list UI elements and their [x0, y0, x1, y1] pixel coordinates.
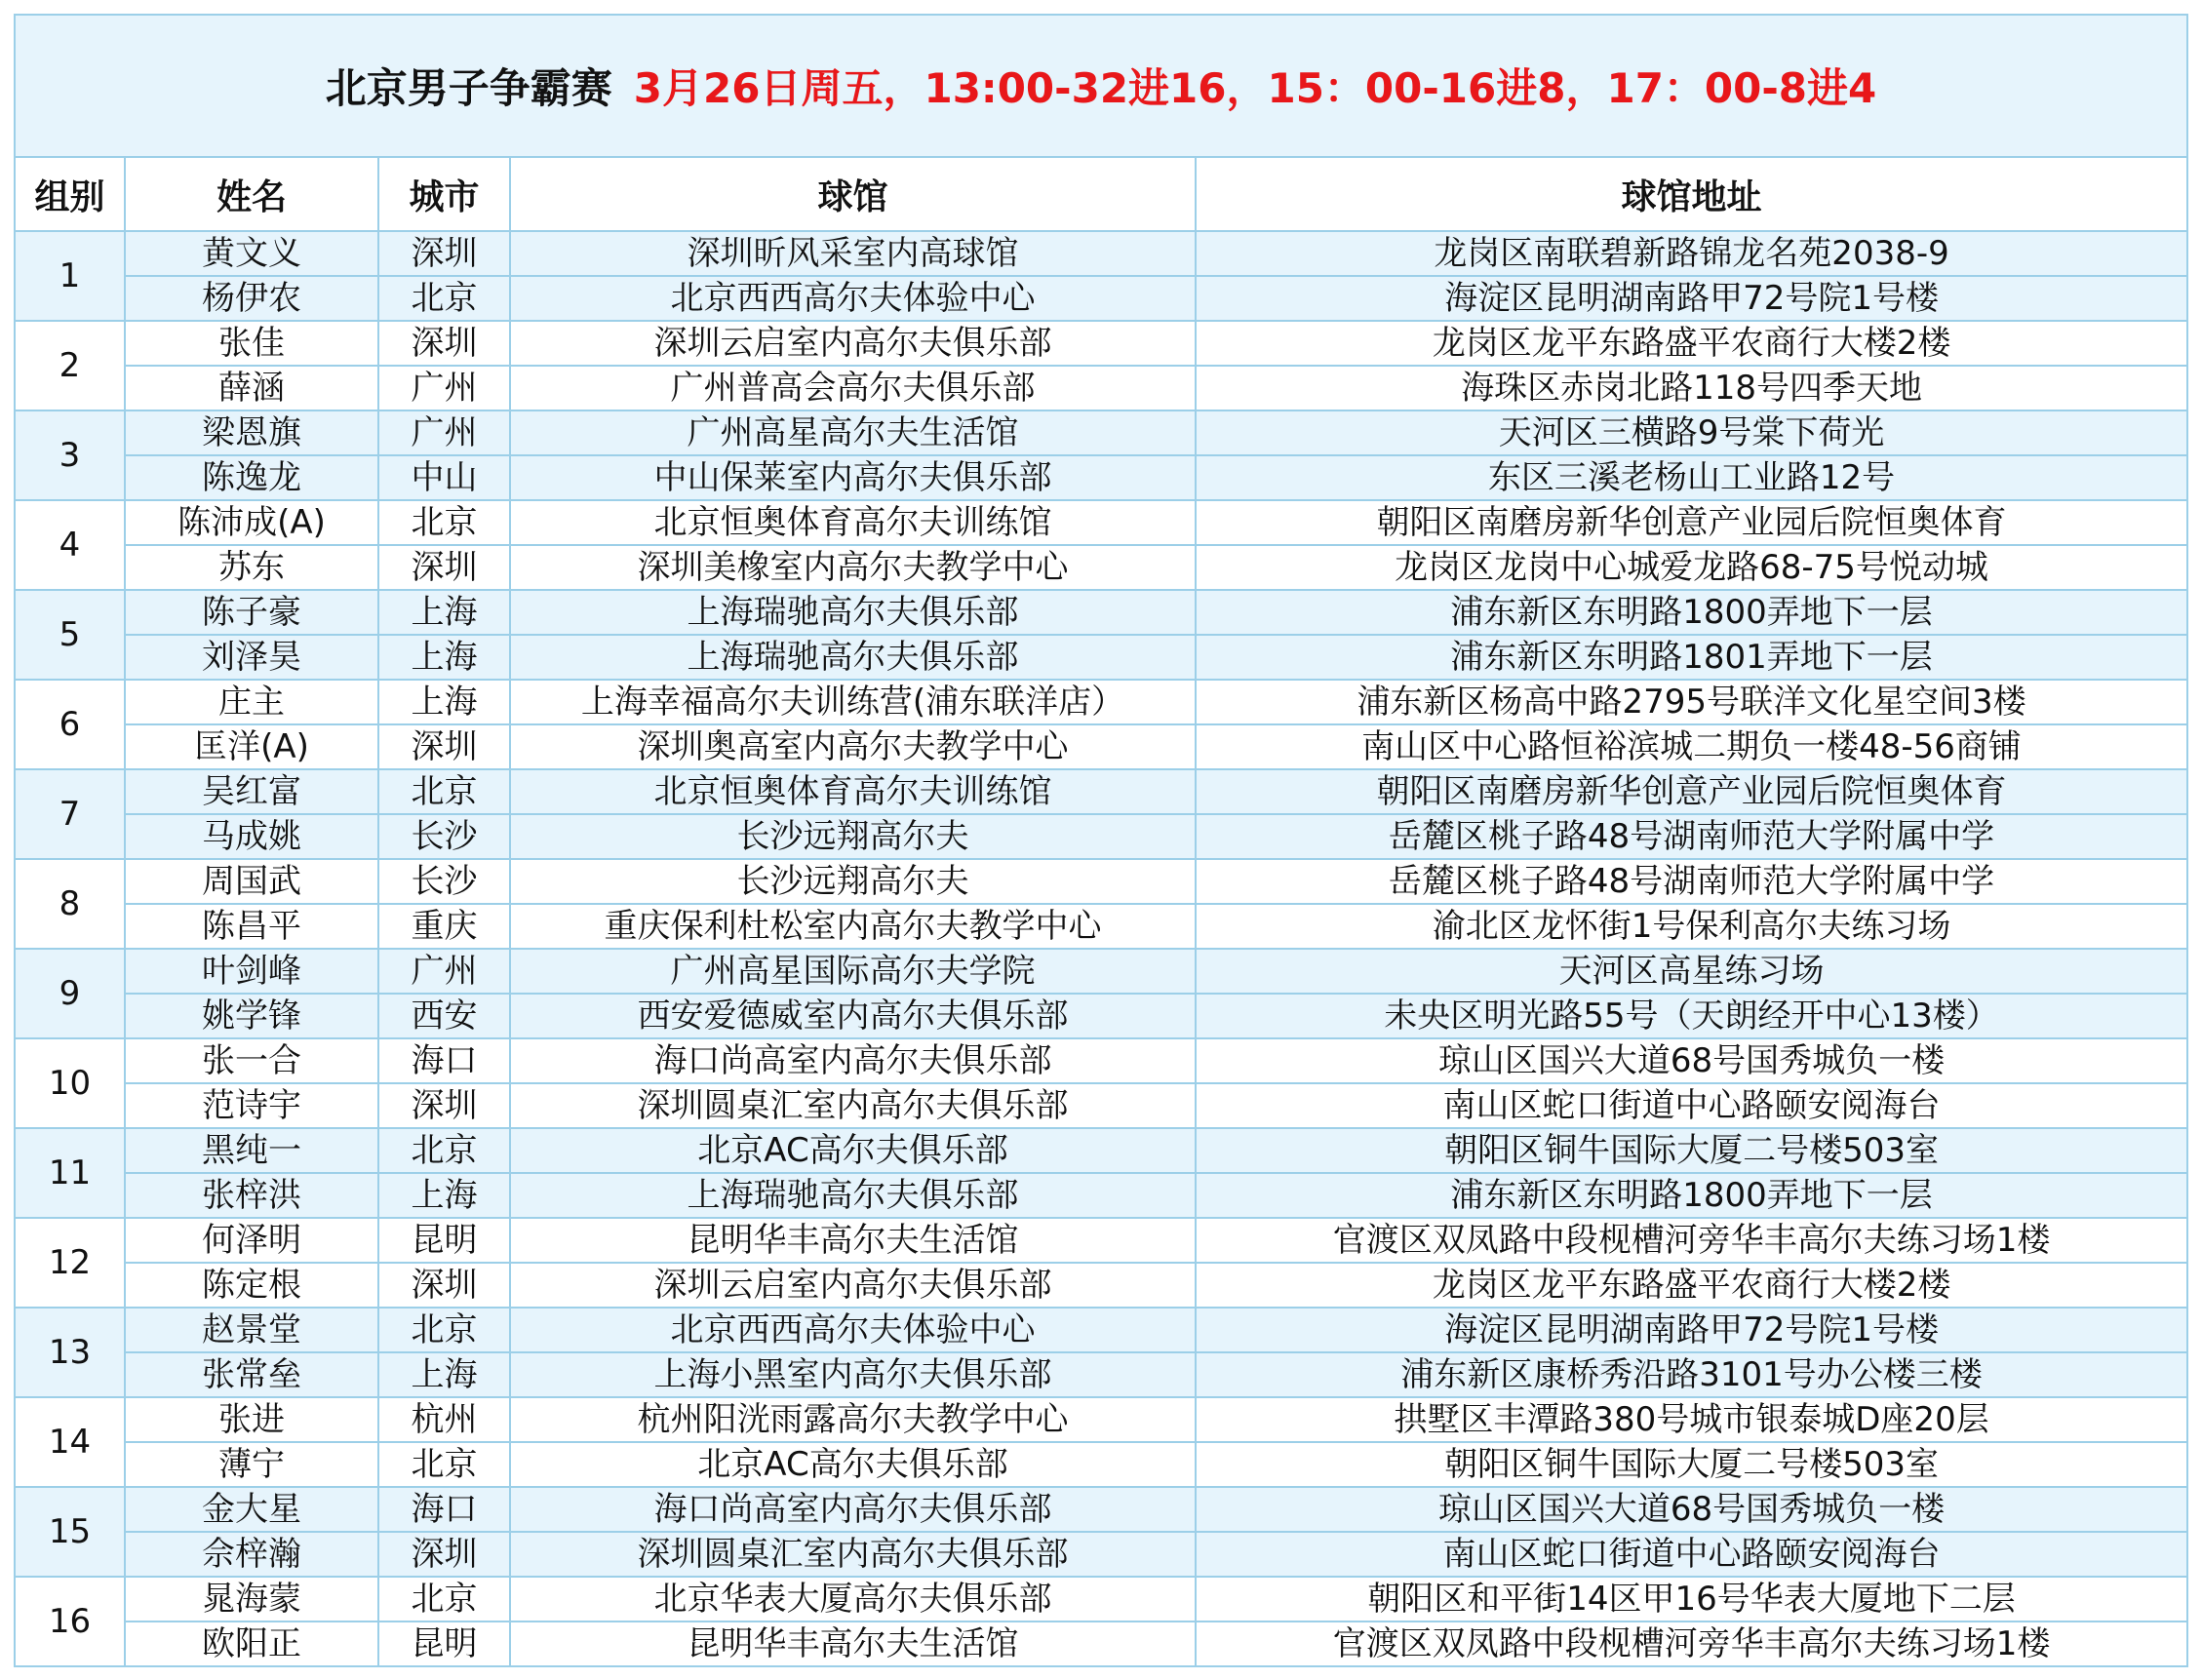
player-city: 广州	[378, 410, 510, 455]
venue-address: 天河区三横路9号棠下荷光	[1196, 410, 2187, 455]
player-name: 张常垒	[125, 1352, 378, 1397]
venue-address: 朝阳区南磨房新华创意产业园后院恒奥体育	[1196, 769, 2187, 814]
table-row	[15, 1263, 2187, 1308]
player-name: 范诗宇	[125, 1083, 378, 1128]
table-row	[15, 1083, 2187, 1128]
venue-name: 长沙远翔高尔夫	[510, 859, 1196, 904]
player-name: 庄主	[125, 680, 378, 724]
venue-address: 官渡区双凤路中段枧槽河旁华丰高尔夫练习场1楼	[1196, 1218, 2187, 1263]
venue-name: 深圳圆桌汇室内高尔夫俱乐部	[510, 1083, 1196, 1128]
player-city: 上海	[378, 1173, 510, 1218]
player-city: 深圳	[378, 1083, 510, 1128]
venue-name: 上海瑞驰高尔夫俱乐部	[510, 590, 1196, 635]
group-number: 4	[15, 500, 125, 590]
player-name: 梁恩旗	[125, 410, 378, 455]
venue-address: 未央区明光路55号（天朗经开中心13楼）	[1196, 994, 2187, 1038]
player-name: 张进	[125, 1397, 378, 1442]
venue-name: 广州高星国际高尔夫学院	[510, 949, 1196, 994]
player-city: 重庆	[378, 904, 510, 949]
table-row	[15, 455, 2187, 500]
venue-name: 深圳云启室内高尔夫俱乐部	[510, 321, 1196, 366]
venue-name: 深圳昕风采室内高球馆	[510, 231, 1196, 276]
venue-name: 北京AC高尔夫俱乐部	[510, 1442, 1196, 1487]
title-row	[15, 15, 2187, 157]
player-name: 姚学锋	[125, 994, 378, 1038]
venue-address: 渝北区龙怀街1号保利高尔夫练习场	[1196, 904, 2187, 949]
player-name: 陈昌平	[125, 904, 378, 949]
venue-name: 深圳美橡室内高尔夫教学中心	[510, 545, 1196, 590]
venue-address: 琼山区国兴大道68号国秀城负一楼	[1196, 1487, 2187, 1532]
venue-address: 浦东新区东明路1800弄地下一层	[1196, 1173, 2187, 1218]
header-address: 球馆地址	[1196, 157, 2187, 231]
table-row	[15, 1352, 2187, 1397]
player-city: 北京	[378, 1308, 510, 1352]
venue-address: 朝阳区铜牛国际大厦二号楼503室	[1196, 1128, 2187, 1173]
venue-name: 北京恒奥体育高尔夫训练馆	[510, 500, 1196, 545]
table-row	[15, 410, 2187, 455]
header-group: 组别	[15, 157, 125, 231]
table-row	[15, 1532, 2187, 1577]
venue-address: 琼山区国兴大道68号国秀城负一楼	[1196, 1038, 2187, 1083]
player-name: 薛涵	[125, 366, 378, 410]
table-row	[15, 994, 2187, 1038]
page-title	[15, 15, 2187, 157]
player-city: 北京	[378, 1128, 510, 1173]
group-number: 10	[15, 1038, 125, 1128]
venue-name: 昆明华丰高尔夫生活馆	[510, 1621, 1196, 1666]
venue-name: 昆明华丰高尔夫生活馆	[510, 1218, 1196, 1263]
venue-address: 朝阳区和平街14区甲16号华表大厦地下二层	[1196, 1577, 2187, 1621]
player-city: 上海	[378, 1352, 510, 1397]
table-row	[15, 680, 2187, 724]
group-number: 15	[15, 1487, 125, 1577]
player-name: 周国武	[125, 859, 378, 904]
venue-address: 龙岗区龙平东路盛平农商行大楼2楼	[1196, 321, 2187, 366]
venue-name: 中山保莱室内高尔夫俱乐部	[510, 455, 1196, 500]
player-name: 叶剑峰	[125, 949, 378, 994]
player-city: 长沙	[378, 859, 510, 904]
venue-address: 浦东新区东明路1800弄地下一层	[1196, 590, 2187, 635]
venue-address: 天河区高星练习场	[1196, 949, 2187, 994]
table-row	[15, 1218, 2187, 1263]
player-name: 刘泽昊	[125, 635, 378, 680]
venue-address: 岳麓区桃子路48号湖南师范大学附属中学	[1196, 859, 2187, 904]
table-row	[15, 500, 2187, 545]
venue-name: 上海瑞驰高尔夫俱乐部	[510, 635, 1196, 680]
player-city: 海口	[378, 1038, 510, 1083]
player-city: 杭州	[378, 1397, 510, 1442]
player-name: 金大星	[125, 1487, 378, 1532]
player-name: 张一合	[125, 1038, 378, 1083]
venue-name: 深圳云启室内高尔夫俱乐部	[510, 1263, 1196, 1308]
group-number: 12	[15, 1218, 125, 1308]
table-row	[15, 949, 2187, 994]
venue-name: 上海小黑室内高尔夫俱乐部	[510, 1352, 1196, 1397]
venue-name: 北京华表大厦高尔夫俱乐部	[510, 1577, 1196, 1621]
table-row	[15, 321, 2187, 366]
group-number: 5	[15, 590, 125, 680]
group-number: 14	[15, 1397, 125, 1487]
venue-address: 朝阳区铜牛国际大厦二号楼503室	[1196, 1442, 2187, 1487]
group-number: 7	[15, 769, 125, 859]
player-name: 陈定根	[125, 1263, 378, 1308]
player-city: 上海	[378, 635, 510, 680]
player-city: 广州	[378, 366, 510, 410]
header-city: 城市	[378, 157, 510, 231]
player-name: 黑纯一	[125, 1128, 378, 1173]
table-row	[15, 545, 2187, 590]
table-row	[15, 1128, 2187, 1173]
table-row	[15, 1173, 2187, 1218]
player-city: 北京	[378, 276, 510, 321]
venue-address: 龙岗区龙岗中心城爱龙路68-75号悦动城	[1196, 545, 2187, 590]
venue-name: 深圳奥高室内高尔夫教学中心	[510, 724, 1196, 769]
table-row	[15, 769, 2187, 814]
player-name: 何泽明	[125, 1218, 378, 1263]
table-row	[15, 814, 2187, 859]
header-row	[15, 157, 2187, 231]
player-city: 中山	[378, 455, 510, 500]
player-city: 北京	[378, 1577, 510, 1621]
group-number: 8	[15, 859, 125, 949]
player-name: 匡洋(A)	[125, 724, 378, 769]
venue-address: 岳麓区桃子路48号湖南师范大学附属中学	[1196, 814, 2187, 859]
group-number: 13	[15, 1308, 125, 1397]
player-name: 薄宁	[125, 1442, 378, 1487]
venue-address: 朝阳区南磨房新华创意产业园后院恒奥体育	[1196, 500, 2187, 545]
group-number: 6	[15, 680, 125, 769]
player-name: 陈沛成(A)	[125, 500, 378, 545]
venue-name: 北京西西高尔夫体验中心	[510, 276, 1196, 321]
player-city: 海口	[378, 1487, 510, 1532]
table-body	[15, 231, 2187, 1666]
player-city: 深圳	[378, 321, 510, 366]
venue-address: 龙岗区南联碧新路锦龙名苑2038-9	[1196, 231, 2187, 276]
player-city: 北京	[378, 769, 510, 814]
table-row	[15, 1487, 2187, 1532]
match-schedule: 3月26日周五，13:00-32进16，15：00-16进8，17：00-8进4	[633, 64, 1877, 112]
player-name: 陈子豪	[125, 590, 378, 635]
player-name: 赵景堂	[125, 1308, 378, 1352]
player-name: 苏东	[125, 545, 378, 590]
header-venue: 球馆	[510, 157, 1196, 231]
venue-name: 上海瑞驰高尔夫俱乐部	[510, 1173, 1196, 1218]
player-city: 上海	[378, 590, 510, 635]
player-city: 北京	[378, 1442, 510, 1487]
venue-address: 拱墅区丰潭路380号城市银泰城D座20层	[1196, 1397, 2187, 1442]
player-city: 昆明	[378, 1218, 510, 1263]
player-name: 吴红富	[125, 769, 378, 814]
player-city: 深圳	[378, 231, 510, 276]
table-row	[15, 590, 2187, 635]
venue-name: 海口尚高室内高尔夫俱乐部	[510, 1038, 1196, 1083]
group-number: 3	[15, 410, 125, 500]
player-name: 黄文义	[125, 231, 378, 276]
venue-address: 龙岗区龙平东路盛平农商行大楼2楼	[1196, 1263, 2187, 1308]
group-number: 16	[15, 1577, 125, 1666]
venue-name: 北京恒奥体育高尔夫训练馆	[510, 769, 1196, 814]
header-name: 姓名	[125, 157, 378, 231]
player-name: 张梓洪	[125, 1173, 378, 1218]
player-name: 佘梓瀚	[125, 1532, 378, 1577]
venue-address: 浦东新区康桥秀沿路3101号办公楼三楼	[1196, 1352, 2187, 1397]
table-row	[15, 1308, 2187, 1352]
venue-name: 广州高星高尔夫生活馆	[510, 410, 1196, 455]
player-name: 晁海蒙	[125, 1577, 378, 1621]
player-city: 西安	[378, 994, 510, 1038]
venue-address: 南山区中心路恒裕滨城二期负一楼48-56商铺	[1196, 724, 2187, 769]
venue-address: 浦东新区东明路1801弄地下一层	[1196, 635, 2187, 680]
venue-name: 杭州阳洸雨露高尔夫教学中心	[510, 1397, 1196, 1442]
venue-name: 北京AC高尔夫俱乐部	[510, 1128, 1196, 1173]
player-city: 深圳	[378, 1532, 510, 1577]
group-number: 9	[15, 949, 125, 1038]
player-city: 长沙	[378, 814, 510, 859]
venue-name: 西安爱德威室内高尔夫俱乐部	[510, 994, 1196, 1038]
table-row	[15, 1577, 2187, 1621]
group-number: 2	[15, 321, 125, 410]
table-row	[15, 1621, 2187, 1666]
venue-address: 官渡区双凤路中段枧槽河旁华丰高尔夫练习场1楼	[1196, 1621, 2187, 1666]
venue-address: 南山区蛇口街道中心路颐安阅海台	[1196, 1532, 2187, 1577]
table-row	[15, 1397, 2187, 1442]
player-name: 马成姚	[125, 814, 378, 859]
venue-address: 浦东新区杨高中路2795号联洋文化星空间3楼	[1196, 680, 2187, 724]
venue-name: 长沙远翔高尔夫	[510, 814, 1196, 859]
group-number: 11	[15, 1128, 125, 1218]
venue-name: 深圳圆桌汇室内高尔夫俱乐部	[510, 1532, 1196, 1577]
table-row	[15, 724, 2187, 769]
player-city: 上海	[378, 680, 510, 724]
venue-name: 重庆保利杜松室内高尔夫教学中心	[510, 904, 1196, 949]
player-city: 北京	[378, 500, 510, 545]
venue-name: 上海幸福高尔夫训练营(浦东联洋店）	[510, 680, 1196, 724]
venue-address: 海淀区昆明湖南路甲72号院1号楼	[1196, 276, 2187, 321]
venue-name: 北京西西高尔夫体验中心	[510, 1308, 1196, 1352]
tournament-name: 北京男子争霸赛	[325, 64, 612, 112]
table-row	[15, 366, 2187, 410]
table-row	[15, 276, 2187, 321]
group-number: 1	[15, 231, 125, 321]
table-row	[15, 1442, 2187, 1487]
table-row	[15, 231, 2187, 276]
player-city: 广州	[378, 949, 510, 994]
venue-address: 南山区蛇口街道中心路颐安阅海台	[1196, 1083, 2187, 1128]
player-city: 昆明	[378, 1621, 510, 1666]
venue-address: 海珠区赤岗北路118号四季天地	[1196, 366, 2187, 410]
table-row	[15, 635, 2187, 680]
table-row	[15, 1038, 2187, 1083]
player-name: 欧阳正	[125, 1621, 378, 1666]
venue-address: 东区三溪老杨山工业路12号	[1196, 455, 2187, 500]
player-name: 陈逸龙	[125, 455, 378, 500]
tournament-schedule-table	[14, 14, 2188, 1667]
table-row	[15, 859, 2187, 904]
venue-name: 广州普高会高尔夫俱乐部	[510, 366, 1196, 410]
player-city: 深圳	[378, 1263, 510, 1308]
player-name: 张佳	[125, 321, 378, 366]
player-city: 深圳	[378, 724, 510, 769]
table-row	[15, 904, 2187, 949]
player-city: 深圳	[378, 545, 510, 590]
venue-address: 海淀区昆明湖南路甲72号院1号楼	[1196, 1308, 2187, 1352]
player-name: 杨伊农	[125, 276, 378, 321]
venue-name: 海口尚高室内高尔夫俱乐部	[510, 1487, 1196, 1532]
